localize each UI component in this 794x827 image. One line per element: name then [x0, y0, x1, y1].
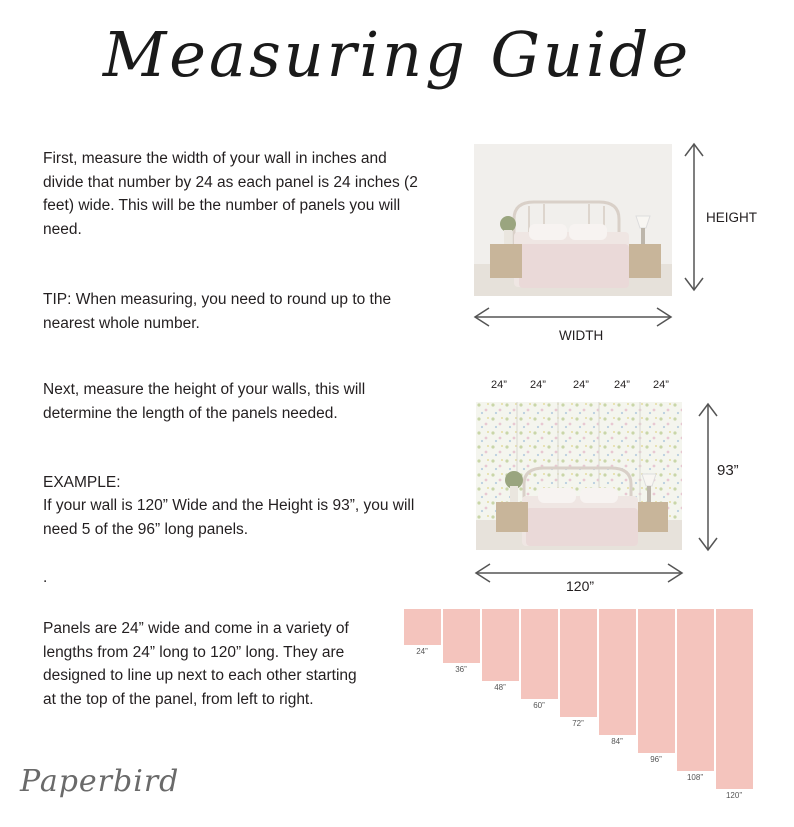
width-instructions: First, measure the width of your wall in inches and divide that number by 24 as each panel is 24 inches (2 feet) wide. This will be the number of panels you will need. [43, 150, 418, 238]
wallpapered-room-photo [476, 402, 682, 550]
panel-length-label: 72” [572, 719, 584, 728]
wallpapered-room-illustration [476, 402, 682, 550]
tip-text: TIP: When measuring, you need to round up to the nearest whole number. [43, 291, 392, 332]
panel-width-label: 24” [614, 379, 630, 391]
panel-bar [638, 609, 675, 753]
height-arrow-icon [684, 142, 704, 292]
panel-length-label: 120” [725, 791, 743, 800]
panel-bar [482, 609, 519, 681]
example-height-label: 93” [717, 462, 739, 479]
bedroom-photo [474, 144, 672, 296]
example-width-label: 120” [566, 578, 595, 594]
panel-bar [560, 609, 597, 717]
bedroom-illustration [474, 144, 672, 296]
width-arrow-icon [473, 307, 673, 327]
panel-length-label: 36” [455, 665, 467, 674]
stray-dot: . [43, 569, 48, 586]
panel-length-label: 108” [686, 773, 704, 782]
example-height-arrow-icon [698, 402, 718, 552]
panel-bar [521, 609, 558, 699]
height-instructions: Next, measure the height of your walls, this will determine the length of the panels needed. [43, 381, 366, 422]
panel-width-label: 24” [573, 379, 589, 391]
page-title: Measuring Guide [102, 18, 692, 91]
panel-bar [716, 609, 753, 789]
example-heading: EXAMPLE: [43, 474, 121, 491]
panel-bar [599, 609, 636, 735]
panel-length-label: 84” [611, 737, 623, 746]
panel-bar [404, 609, 441, 645]
example-text: If your wall is 120” Wide and the Height is 93”, you will need 5 of the 96” long panels. [43, 497, 415, 538]
panel-bar [677, 609, 714, 771]
panel-lengths-chart [400, 605, 760, 820]
panels-info: Panels are 24” wide and come in a variety of lengths from 24” long to 120” long. They are designed to line up next to each other starting at the top of the panel, from left to right. [43, 620, 357, 708]
panel-bar [443, 609, 480, 663]
panel-length-label: 24” [416, 647, 428, 656]
panel-width-label: 24” [491, 379, 507, 391]
height-label: HEIGHT [706, 210, 758, 225]
panel-length-label: 48” [494, 683, 506, 692]
panel-width-label: 24” [653, 379, 669, 391]
panel-width-label: 24” [530, 379, 546, 391]
paperbird-logo: Paperbird [20, 764, 180, 799]
width-label: WIDTH [559, 328, 604, 343]
panel-length-label: 96” [650, 755, 662, 764]
panel-length-label: 60” [533, 701, 545, 710]
